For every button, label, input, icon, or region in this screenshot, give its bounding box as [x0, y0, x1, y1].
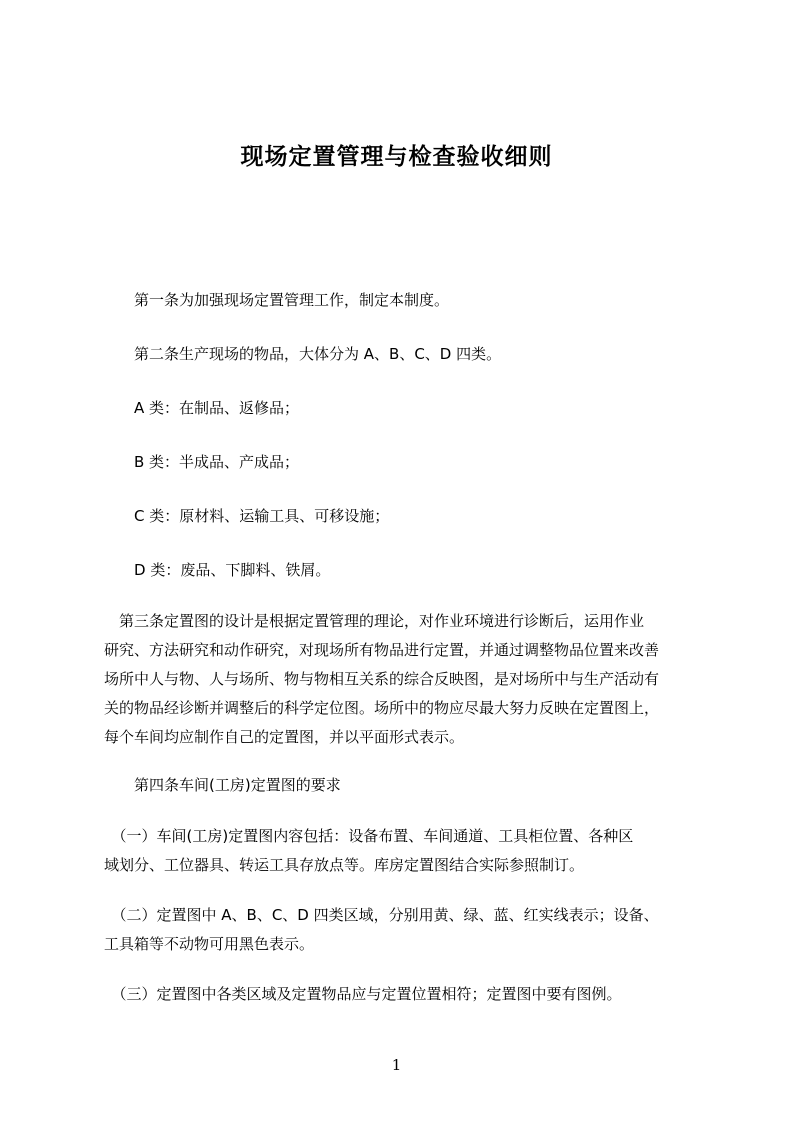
- paragraph-article-4: [134, 771, 734, 800]
- paragraph-line: （三）定置图中各类区域及定置物品应与定置位置相符；定置图中要有图例。: [104, 985, 622, 1003]
- paragraph-line: （二）定置图中 A、B、C、D 四类区域，分别用黄、绿、蓝、红实线表示；设备、: [104, 906, 659, 924]
- paragraph-class-d: [134, 556, 734, 585]
- paragraph-class-b: [134, 448, 734, 477]
- paragraph-line: 域划分、工位器具、转运工具存放点等。库房定置图结合实际参照制订。: [104, 856, 585, 874]
- paragraph-line: D 类：废品、下脚料、铁屑。: [134, 561, 331, 579]
- paragraph-article-2: [134, 340, 734, 369]
- paragraph-line: 关的物品经诊断并调整后的科学定位图。场所中的物应尽最大努力反映在定置图上，: [104, 699, 660, 717]
- paragraph-item-3: [104, 980, 704, 1009]
- paragraph-line: 第二条生产现场的物品，大体分为 A、B、C、D 四类。: [134, 345, 502, 363]
- paragraph-line: B 类：半成品、产成品；: [134, 453, 300, 471]
- paragraph-line: （一）车间(工房)定置图内容包括：设备布置、车间通道、工具柜位置、各种区: [104, 827, 634, 845]
- paragraph-article-1: [134, 286, 734, 315]
- paragraph-class-c: [134, 502, 734, 531]
- paragraph-line: A 类：在制品、返修品；: [134, 399, 300, 417]
- document-title: 现场定置管理与检查验收细则: [240, 144, 553, 170]
- paragraph-item-1: [104, 822, 704, 880]
- paragraph-line: 第三条定置图的设计是根据定置管理的理论，对作业环境进行诊断后，运用作业: [104, 612, 645, 630]
- paragraph-item-2: [104, 901, 704, 959]
- paragraph-line: 每个车间均应制作自己的定置图，并以平面形式表示。: [104, 728, 465, 746]
- paragraph-class-a: [134, 394, 734, 423]
- paragraph-line: 研究、方法研究和动作研究，对现场所有物品进行定置，并通过调整物品位置来改善: [104, 641, 660, 659]
- paragraph-line: 场所中人与物、人与场所、物与物相互关系的综合反映图，是对场所中与生产活动有: [104, 670, 660, 688]
- paragraph-line: 第一条为加强现场定置管理工作，制定本制度。: [134, 291, 450, 309]
- paragraph-line: 第四条车间(工房)定置图的要求: [134, 776, 341, 794]
- paragraph-line: 工具箱等不动物可用黑色表示。: [104, 935, 315, 953]
- page-number: 1: [391, 1056, 402, 1074]
- paragraph-line: C 类：原材料、运输工具、可移设施；: [134, 507, 390, 525]
- paragraph-article-3: [104, 607, 704, 752]
